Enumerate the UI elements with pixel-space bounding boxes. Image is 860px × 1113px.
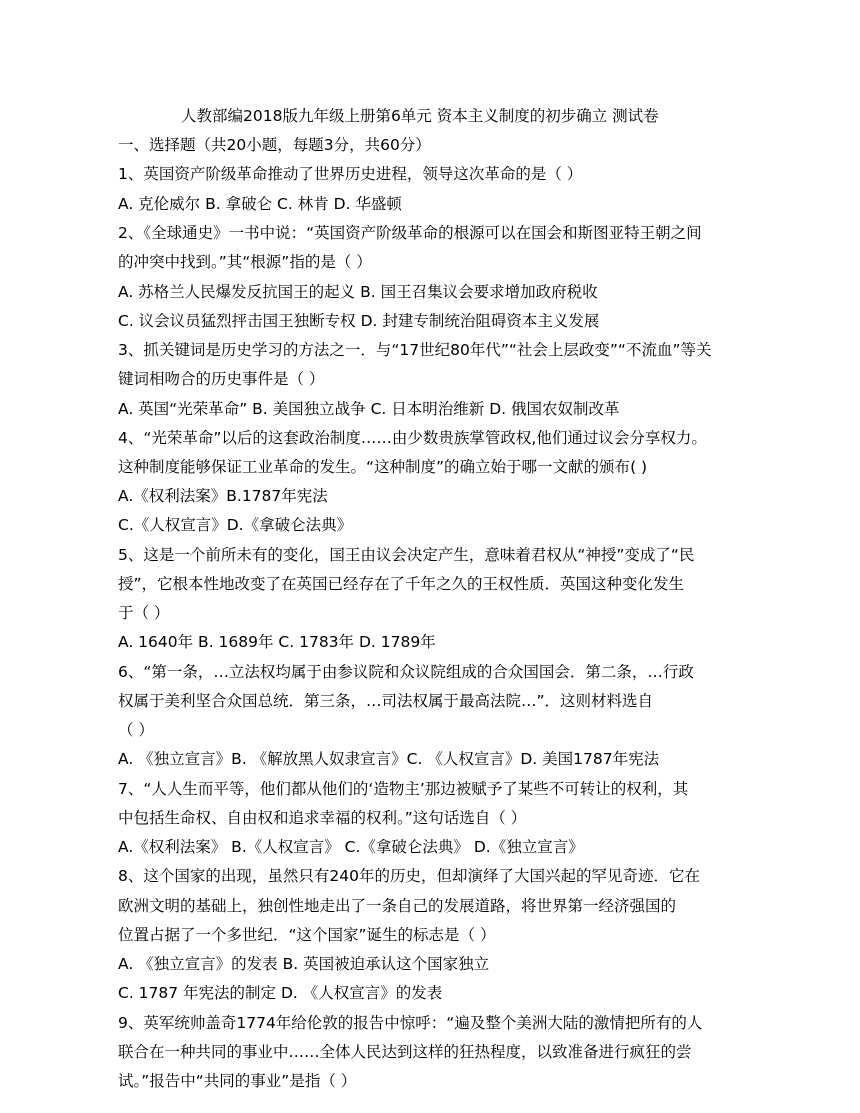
- question-2-line: 2、《全球通史》一书中说：“英国资产阶级革命的根源可以在国会和斯图亚特王朝之间: [118, 224, 702, 242]
- question-1-options: A. 克伦威尔 B. 拿破仑 C. 林肯 D. 华盛顿: [118, 195, 402, 213]
- question-3-line: 键词相吻合的历史事件是（ ）: [118, 370, 325, 388]
- question-9-line: 联合在一种共同的事业中……全体人民达到这样的狂热程度，以致准备进行疯狂的尝: [118, 1043, 692, 1061]
- question-8-line: 8、这个国家的出现，虽然只有240年的历史，但却演绎了大国兴起的罕见奇迹．它在: [118, 867, 700, 885]
- question-7-options: A.《权利法案》 B.《人权宣言》 C.《拿破仑法典》 D.《独立宣言》: [118, 838, 584, 856]
- question-4-line: 这种制度能够保证工业革命的发生。“这种制度”的确立始于哪一文献的颁布( ): [118, 458, 648, 476]
- question-5-line: 于（ ）: [118, 604, 170, 622]
- question-5-line: 授”，它根本性地改变了在英国已经存在了千年之久的王权性质．英国这种变化发生: [118, 575, 685, 593]
- question-5-line: 5、这是一个前所未有的变化，国王由议会决定产生，意味着君权从“神授”变成了“民: [118, 546, 695, 564]
- document-title: 人教部编2018版九年级上册第6单元 资本主义制度的初步确立 测试卷: [181, 107, 659, 125]
- question-6-line: （ ）: [118, 721, 154, 739]
- question-5-options: A. 1640年 B. 1689年 C. 1783年 D. 1789年: [118, 633, 436, 651]
- section-heading: 一、选择题（共20小题，每题3分，共60分）: [118, 136, 431, 154]
- question-6-options: A. 《独立宣言》B. 《解放黑人奴隶宣言》C. 《人权宣言》D. 美国1787年宪法: [118, 750, 660, 768]
- question-4-options: A.《权利法案》B.1787年宪法: [118, 487, 328, 505]
- question-4-line: 4、“光荣革命”以后的这套政治制度……由少数贵族掌管政权,他们通过议会分享权力。: [118, 429, 707, 447]
- question-7-line: 7、“人人生而平等，他们都从他们的‘造物主’那边被赋予了某些不可转让的权利，其: [118, 780, 689, 798]
- question-3-line: 3、抓关键词是历史学习的方法之一．与“17世纪80年代”“社会上层政变”“不流血”等关: [118, 341, 712, 359]
- question-7-line: 中包括生命权、自由权和追求幸福的权利。”这句话选自（ ）: [118, 809, 527, 827]
- question-3-options: A. 英国“光荣革命” B. 美国独立战争 C. 日本明治维新 D. 俄国农奴制改革: [118, 400, 620, 418]
- question-6-line: 权属于美利坚合众国总统．第三条，…司法权属于最高法院…”．这则材料选自: [118, 692, 654, 710]
- question-6-line: 6、“第一条，…立法权均属于由参议院和众议院组成的合众国国会．第二条，…行政: [118, 663, 694, 681]
- question-8-line: 欧洲文明的基础上，独创性地走出了一条自己的发展道路，将世界第一经济强国的: [118, 897, 677, 915]
- question-8-line: 位置占据了一个多世纪．“这个国家”诞生的标志是（ ）: [118, 926, 496, 944]
- question-2-options: A. 苏格兰人民爆发反抗国王的起义 B. 国王召集议会要求增加政府税收: [118, 283, 598, 301]
- question-9-line: 试。”报告中“共同的事业”是指（ ）: [118, 1072, 357, 1090]
- question-2-line: 的冲突中找到。”其“根源”指的是（ ）: [118, 253, 372, 271]
- question-8-options: C. 1787 年宪法的制定 D. 《人权宣言》的发表: [118, 984, 443, 1002]
- question-1: 1、英国资产阶级革命推动了世界历史进程，领导这次革命的是（ ）: [118, 165, 583, 183]
- question-9-line: 9、英军统帅盖奇1774年给伦敦的报告中惊呼：“遍及整个美洲大陆的激情把所有的人: [118, 1014, 703, 1032]
- question-8-options: A. 《独立宣言》的发表 B. 英国被迫承认这个国家独立: [118, 955, 490, 973]
- question-4-options: C.《人权宣言》D.《拿破仑法典》: [118, 516, 353, 534]
- question-2-options: C. 议会议员猛烈抨击国王独断专权 D. 封建专制统治阻碍资本主义发展: [118, 312, 600, 330]
